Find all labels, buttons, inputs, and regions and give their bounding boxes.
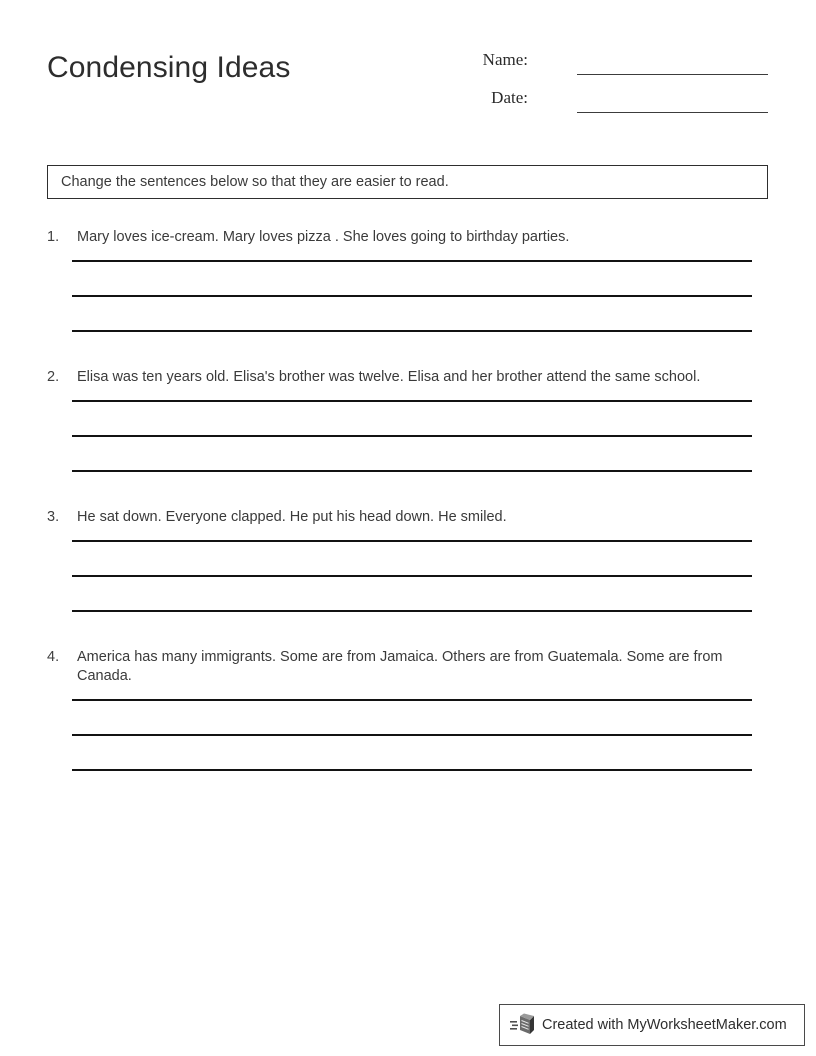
answer-lines bbox=[0, 260, 816, 332]
question-spacer bbox=[0, 612, 816, 648]
question-number: 2. bbox=[47, 369, 60, 385]
question-prompt bbox=[0, 368, 816, 387]
question-text: Mary loves ice-cream. Mary loves pizza . She loves going to birthday parties. bbox=[77, 229, 570, 245]
question-number: 4. bbox=[47, 649, 60, 665]
answer-line[interactable] bbox=[72, 260, 752, 262]
question-item bbox=[0, 648, 816, 771]
name-field-input[interactable] bbox=[577, 74, 768, 75]
created-with-badge[interactable] bbox=[499, 1004, 805, 1046]
question-list bbox=[0, 228, 816, 771]
date-field-input[interactable] bbox=[577, 112, 768, 113]
question-item bbox=[0, 508, 816, 612]
page-title: Condensing Ideas bbox=[47, 51, 291, 84]
question-number: 3. bbox=[47, 509, 60, 525]
question-item bbox=[0, 228, 816, 332]
question-spacer bbox=[0, 332, 816, 368]
answer-lines bbox=[0, 699, 816, 771]
worksheet-header bbox=[0, 0, 816, 140]
name-date-block bbox=[470, 50, 770, 126]
question-prompt bbox=[0, 648, 816, 686]
question-spacer bbox=[0, 472, 816, 508]
question-text: Elisa was ten years old. Elisa's brother was twelve. Elisa and her brother attend the same school. bbox=[77, 369, 701, 385]
answer-line[interactable] bbox=[72, 400, 752, 402]
answer-line[interactable] bbox=[72, 699, 752, 701]
name-field-row bbox=[470, 50, 770, 88]
answer-line[interactable] bbox=[72, 575, 752, 577]
question-text: America has many immigrants. Some are from Jamaica. Others are from Guatemala. Some are from Canada. bbox=[77, 649, 723, 684]
name-field-label: Name: bbox=[482, 50, 528, 69]
instruction-box bbox=[47, 165, 768, 199]
worksheet-maker-logo-icon bbox=[510, 1013, 536, 1037]
answer-line[interactable] bbox=[72, 540, 752, 542]
answer-line[interactable] bbox=[72, 470, 752, 472]
answer-line[interactable] bbox=[72, 769, 752, 771]
answer-line[interactable] bbox=[72, 330, 752, 332]
question-text: He sat down. Everyone clapped. He put his head down. He smiled. bbox=[77, 509, 507, 525]
answer-line[interactable] bbox=[72, 435, 752, 437]
date-field-label: Date: bbox=[491, 88, 528, 107]
created-with-text: Created with MyWorksheetMaker.com bbox=[542, 1017, 787, 1033]
answer-line[interactable] bbox=[72, 734, 752, 736]
answer-line[interactable] bbox=[72, 610, 752, 612]
question-item bbox=[0, 368, 816, 472]
answer-lines bbox=[0, 400, 816, 472]
date-field-row bbox=[470, 88, 770, 126]
answer-line[interactable] bbox=[72, 295, 752, 297]
question-prompt bbox=[0, 228, 816, 247]
question-number: 1. bbox=[47, 229, 60, 245]
answer-lines bbox=[0, 540, 816, 612]
instruction-text: Change the sentences below so that they are easier to read. bbox=[61, 174, 449, 190]
question-prompt bbox=[0, 508, 816, 527]
